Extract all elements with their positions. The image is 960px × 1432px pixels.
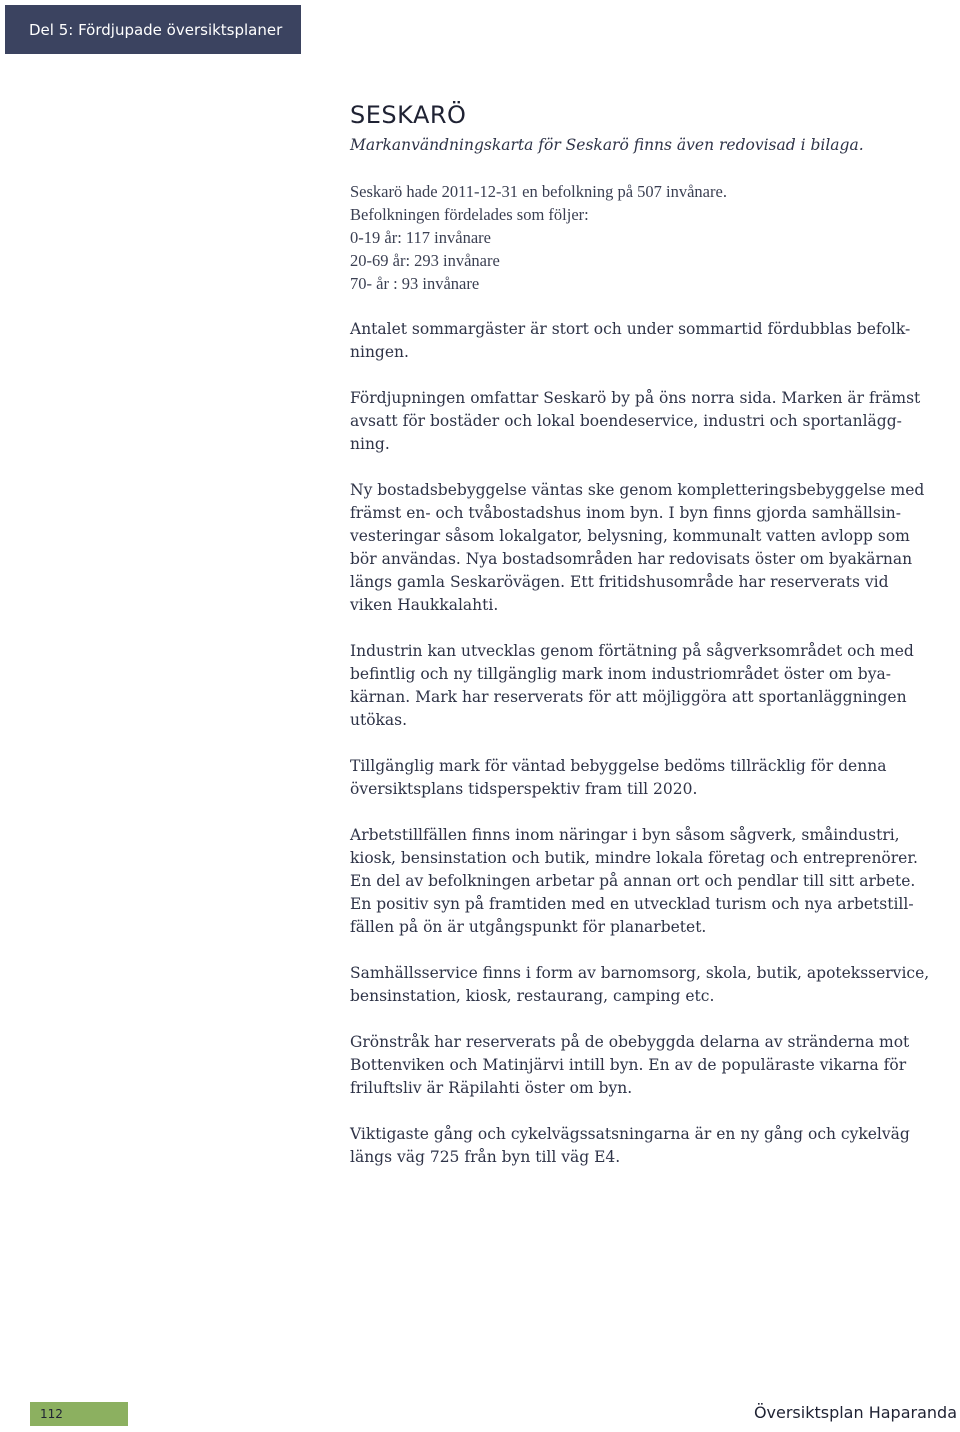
text-line: utökas. [350,711,408,729]
population-line: 0-19 år: 117 invånare [350,228,491,247]
text-line: avsatt för bostäder och lokal boendeservice, industri och sportanlägg- [350,412,902,430]
text-line: kärnan. Mark har reserverats för att möjliggöra att sportanläggningen [350,688,907,706]
footer-document-name: Översiktsplan Haparanda [753,1403,957,1422]
document-body [350,100,930,1192]
text-line: friluftsliv är Räpilahti öster om byn. [350,1079,633,1097]
text-line: bensinstation, kiosk, restaurang, camping etc. [350,987,715,1005]
paragraph-industry [350,640,914,732]
text-line: Tillgänglig mark för väntad bebyggelse bedöms tillräcklig för denna [350,757,887,775]
paragraph-available-land [350,755,910,801]
text-line: Industrin kan utvecklas genom förtätning på sågverksområdet och med [350,642,914,660]
paragraph-cycle-paths [350,1123,910,1169]
text-line: vesteringar såsom lokalgator, belysning, kommunalt vatten avlopp som [350,527,910,545]
text-line: En del av befolkningen arbetar på annan ort och pendlar till sitt arbete. [350,872,916,890]
text-line: fällen på ön är utgångspunkt för planarbetet. [350,918,707,936]
text-line: ning. [350,435,390,453]
text-line: längs gamla Seskarövägen. Ett fritidshusområde har reserverats vid [350,573,889,591]
paragraph-housing [350,479,925,617]
paragraph-summer-guests [350,318,910,364]
text-line: bör användas. Nya bostadsområden har redovisats öster om byakärnan [350,550,913,568]
text-line: Grönstråk har reserverats på de obebyggda delarna av stränderna mot [350,1033,910,1051]
population-line: 20-69 år: 293 invånare [350,251,500,270]
text-line: längs väg 725 från byn till väg E4. [350,1148,621,1166]
population-block [350,180,910,295]
paragraph-services [350,962,930,1008]
document-title: SESKARÖ [350,101,467,129]
paragraph-green-areas [350,1031,910,1100]
paragraph-scope [350,387,921,456]
section-header-tab [5,5,301,54]
paragraph-employment [350,824,918,939]
population-line: Seskarö hade 2011-12-31 en befolkning på 507 invånare. [350,182,727,201]
text-line: befintlig och ny tillgänglig mark inom industriområdet öster om bya- [350,665,891,683]
text-line: främst en- och tvåbostadshus inom byn. I byn finns gjorda samhällsin- [350,504,902,522]
text-line: Viktigaste gång och cykelvägssatsningarna är en ny gång och cykelväg [350,1125,910,1143]
text-line: Bottenviken och Matinjärvi intill byn. En av de populäraste vikarna för [350,1056,907,1074]
text-line: Antalet sommargäster är stort och under sommartid fördubblas befolk- [350,320,911,338]
text-line: översiktsplans tidsperspektiv fram till 2020. [350,780,698,798]
text-line: Samhällsservice finns i form av barnomsorg, skola, butik, apoteksservice, [350,964,930,982]
population-line: 70- år : 93 invånare [350,274,480,293]
text-line: En positiv syn på framtiden med en utvecklad turism och nya arbetstill- [350,895,914,913]
text-line: ningen. [350,343,409,361]
text-line: viken Haukkalahti. [350,596,499,614]
page-number: 112 [40,1407,63,1421]
section-label: Del 5: Fördjupade översiktsplaner [29,20,283,39]
population-line: Befolkningen fördelades som följer: [350,205,589,224]
text-line: Ny bostadsbebyggelse väntas ske genom kompletteringsbebyggelse med [350,481,925,499]
text-line: Arbetstillfällen finns inom näringar i byn såsom sågverk, småindustri, [350,826,900,844]
document-subtitle: Markanvändningskarta för Seskarö finns även redovisad i bilaga. [350,136,864,154]
page-number-badge [30,1402,128,1426]
text-line: Fördjupningen omfattar Seskarö by på öns norra sida. Marken är främst [350,389,921,407]
text-line: kiosk, bensinstation och butik, mindre lokala företag och entreprenörer. [350,849,918,867]
